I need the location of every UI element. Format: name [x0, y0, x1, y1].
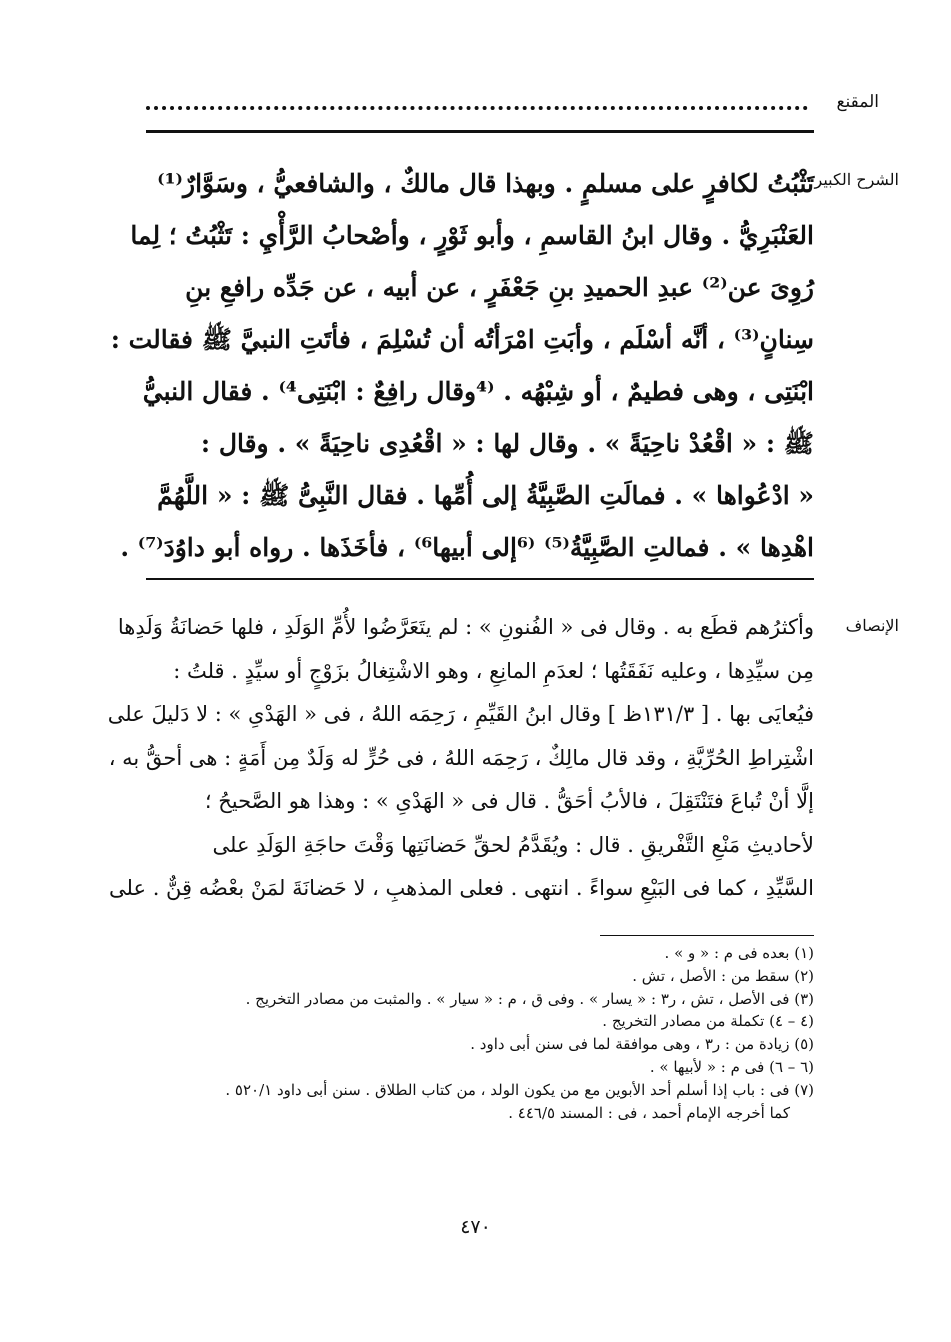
header-rule [146, 130, 814, 133]
sharh-line: ابْنَتِى ، وهى فطيمٌ ، أو شِبْهُه . ⁽⁴وقال رافِعٌ : ابْنَتِى⁴⁾ . فقال النبيُّ [142, 377, 814, 406]
insaf-line: فيُعايَى بها . [ ١٣١/٣ظ ] وقال ابنُ القَيِّمِ ، رَحِمَه اللهُ ، فى « الهَدْىِ » : لا دَليلَ على [107, 702, 814, 726]
footnote: (٢) سقط من : الأصل ، تش . [632, 966, 814, 985]
sharh-line: سِنانٍ⁽³⁾ ، أنَّه أسْلَم ، وأبَتِ امْرَأتُه أن تُسْلِمَ ، فأتَتِ النبيَّ ﷺ فقالت : [110, 325, 814, 354]
insaf-line: وأكثرُهم قطَع به . وقال فى « الفُنونِ » : لم يتَعَرَّضُوا لأُمِّ الوَلَدِ ، فلها حَضانَةُ وَلَدِها [117, 615, 814, 639]
footnote-continuation: كما أخرجه الإمام أحمد ، فى : المسند ٤٤٦/٥ . [508, 1103, 790, 1122]
sharh-line: تَثْبُتُ لكافرٍ على مسلمٍ . وبهذا قال مالكٌ ، والشافعيُّ ، وسَوَّارٌ⁽¹⁾ [157, 169, 814, 198]
sharh-text [110, 158, 814, 574]
footnote: (٥) زيادة من : ر٣ ، وهى موافقة لما فى سنن أبى داود . [470, 1035, 814, 1054]
insaf-section-label: الإنصاف [845, 616, 899, 635]
sharh-line: العَنْبَرِيُّ . وقال ابنُ القاسمِ ، وأبو ثَوْرٍ ، وأصْحابُ الرَّأْيِ : تَثْبُتُ ؛ لِما [130, 221, 814, 250]
sharh-line: اهْدِها » . فمالتِ الصَّبِيَّةُ⁽⁵⁾ ⁽⁶إلى أبيها⁶⁾ ، فأخَذَها . رواه أبو داوُدَ⁽⁷⁾ . [120, 533, 814, 562]
insaf-line: لأحاديثِ مَنْعِ التَّفْريقِ . قال : ويُقَدَّمُ لحقِّ حَضانَتِها وَقْتَ حاجَةِ الوَلَدِ على [212, 832, 814, 857]
insaf-line: السَّيِّدِ ، كما فى البَيْعِ سواءً . انتهى . فعلى المذهبِ ، لا حَضانَةَ لمَنْ بعْضُه قِنٌّ . على [109, 876, 814, 900]
sharh-line: رُوِىَ عن⁽²⁾ عبدِ الحميدِ بنِ جَعْفَرٍ ، عن أبيه ، عن جَدِّه رافعِ بنِ [185, 273, 814, 302]
insaf-line: اشْتِراطِ الحُرِّيَّةِ ، وقد قال مالِكٌ ، رَحِمَه اللهُ ، فى حُرٍّ له وَلَدٌ مِن أَمَةٍ : هى أحقُّ به ، [108, 745, 814, 770]
footnote: (١) بعده فى م : « و » . [664, 944, 814, 962]
footnote: (٤ – ٤) تكملة من مصادر التخريج . [602, 1012, 814, 1031]
insaf-line: إلَّا أنْ تُباعَ فتَنْتَقِلَ ، فالأبُ أحَقُّ . قال فى « الهَدْىِ » : وهذا هو الصَّحيحُ ؛ [204, 789, 814, 813]
sharh-line: ﷺ : « اقْعُدْ ناحِيَةً » . وقال لها : « اقْعُدِى ناحِيَةً » . وقال : [200, 429, 814, 458]
footnote: (٧) فى : باب إذا أسلم أحد الأبوين مع من يكون الولد ، من كتاب الطلاق . سنن أبى داود ٥٢٠/١ . [225, 1080, 814, 1099]
insaf-text [107, 606, 814, 911]
footnotes [150, 942, 814, 1124]
sharh-section-label: الشرح الكبير [814, 170, 899, 189]
page-number: ٤٧٠ [460, 1216, 491, 1238]
footnote: (٣) فى الأصل ، تش ، ر٣ : « يسار » . وفى ق ، م : « سيار » . والمثبت من مصادر التخريج . [245, 989, 814, 1008]
footnote: (٦ – ٦) فى م : « لأبيها » . [649, 1057, 814, 1076]
sharh-line: « ادْعُواها » . فمالَتِ الصَّبِيَّةُ إلى أُمِّها . فقال النَّبِىُّ ﷺ : « اللَّهُمَّ [157, 481, 814, 510]
footnote-rule [600, 935, 814, 936]
header-dotted-rule [146, 98, 808, 110]
book-title: المقنع [836, 92, 879, 112]
section-divider [146, 578, 814, 580]
insaf-line: مِن سيِّدِها ، وعليه نَفَقَتُها ؛ لعدَمِ المانِعِ ، وهو الاشْتِغالُ بزَوْجٍ أو سيِّدٍ . قلتُ : [173, 658, 814, 683]
